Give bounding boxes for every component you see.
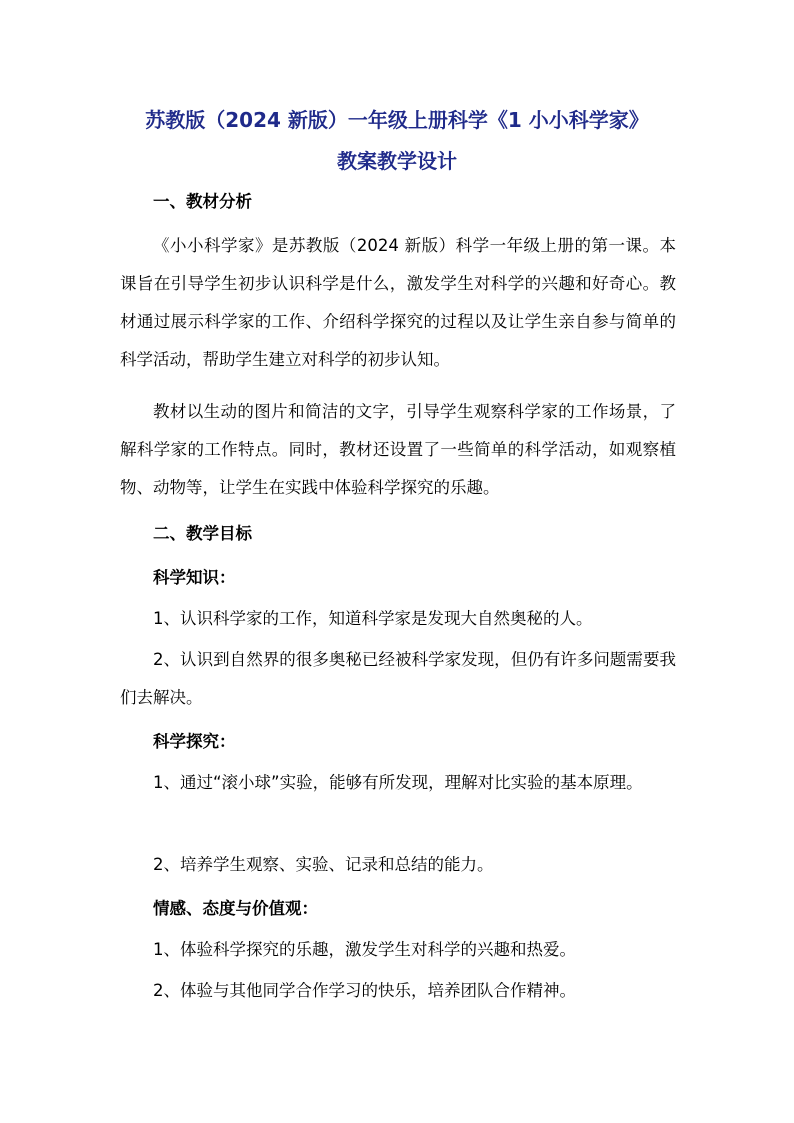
inquiry-item-2: 2、培养学生观察、实验、记录和总结的能力。 bbox=[153, 855, 494, 874]
inquiry-item-1: 1、通过“滚小球”实验，能够有所发现，理解对比实验的基本原理。 bbox=[153, 773, 643, 792]
section-heading-teaching-goals: 二、教学目标 bbox=[153, 524, 252, 543]
section-heading-materials-analysis: 一、教材分析 bbox=[153, 192, 252, 211]
attitude-item-1: 1、体验科学探究的乐趣，激发学生对科学的兴趣和热爱。 bbox=[153, 940, 576, 959]
knowledge-item-1: 1、认识科学家的工作，知道科学家是发现大自然奥秘的人。 bbox=[153, 609, 593, 628]
subheading-attitude-values: 情感、态度与价值观： bbox=[153, 899, 318, 918]
subheading-science-knowledge: 科学知识： bbox=[153, 568, 236, 587]
document-title-line-2: 教案教学设计 bbox=[337, 149, 457, 173]
subheading-science-inquiry: 科学探究： bbox=[153, 732, 236, 751]
paragraph-materials-1: 《小小科学家》是苏教版（2024 新版）科学一年级上册的第一课。本课旨在引导学生初步认识科学是什么，激发学生对科学的兴趣和好奇心。教材通过展示科学家的工作、介绍科学探究的过程以及让学生亲自参与简单的科学活动，帮助学生建立对科学的初步认知。 bbox=[120, 236, 676, 369]
knowledge-item-2: 2、认识到自然界的很多奥秘已经被科学家发现，但仍有许多问题需要我们去解决。 bbox=[120, 650, 676, 707]
document-title-line-1: 苏教版（2024 新版）一年级上册科学《1 小小科学家》 bbox=[145, 108, 649, 132]
attitude-item-2: 2、体验与其他同学合作学习的快乐，培养团队合作精神。 bbox=[153, 981, 576, 1000]
paragraph-materials-2: 教材以生动的图片和简洁的文字，引导学生观察科学家的工作场景，了解科学家的工作特点。同时，教材还设置了一些简单的科学活动，如观察植物、动物等，让学生在实践中体验科学探究的乐趣。 bbox=[120, 402, 676, 497]
